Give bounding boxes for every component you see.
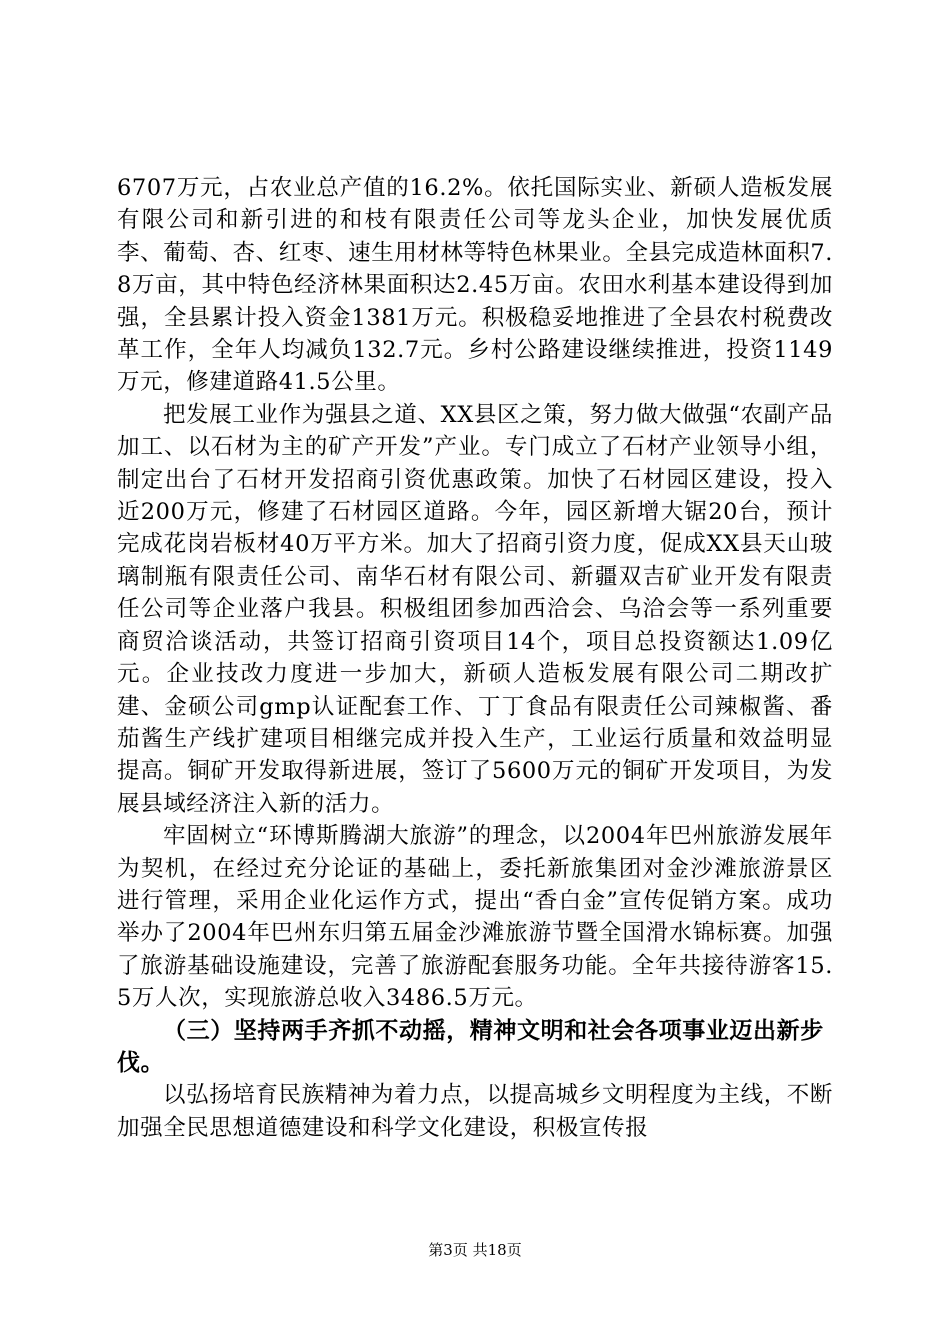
document-body: [117, 172, 833, 1144]
paragraph-tourism: 牢固树立“环博斯腾湖大旅游”的理念，以2004年巴州旅游发展年为契机，在经过充分论证的基础上，委托新旅集团对金沙滩旅游景区进行管理，采用企业化运作方式，提出“香白金”宣传促销方案。成功举办了2004年巴州东归第五届金沙滩旅游节暨全国滑水锦标赛。加强了旅游基础设施建设，完善了旅游配套服务功能。全年共接待游客15.5万人次，实现旅游总收入3486.5万元。: [117, 823, 833, 1012]
paragraph-agriculture: 6707万元，占农业总产值的16.2%。依托国际实业、新硕人造板发展有限公司和新引进的和枝有限责任公司等龙头企业，加快发展优质李、葡萄、杏、红枣、速生用材林等特色林果业。全县完成造林面积7.8万亩，其中特色经济林果面积达2.45万亩。农田水利基本建设得到加强，全县累计投入资金1381万元。积极稳妥地推进了全县农村税费改革工作，全年人均减负132.7元。乡村公路建设继续推进，投资1149万元，修建道路41.5公里。: [117, 175, 833, 396]
paragraph-civilization: 以弘扬培育民族精神为着力点，以提高城乡文明程度为主线，不断加强全民思想道德建设和科学文化建设，积极宣传报: [117, 1082, 833, 1141]
section-heading: （三）坚持两手齐抓不动摇，精神文明和社会各项事业迈出新步伐。: [117, 1017, 824, 1076]
paragraph-industry: 把发展工业作为强县之道、XX县区之策，努力做大做强“农副产品加工、以石材为主的矿产开发”产业。专门成立了石材产业领导小组，制定出台了石材开发招商引资优惠政策。加快了石材园区建设，投入近200万元，修建了石材园区道路。今年，园区新增大锯20台，预计完成花岗岩板材40万平方米。加大了招商引资力度，促成XX县天山玻璃制瓶有限责任公司、南华石材有限公司、新疆双吉矿业开发有限责任公司等企业落户我县。积极组团参加西洽会、乌洽会等一系列重要商贸洽谈活动，共签订招商引资项目14个，项目总投资额达1.09亿元。企业技改力度进一步加大，新硕人造板发展有限公司二期改扩建、金硕公司gmp认证配套工作、丁丁食品有限责任公司辣椒酱、番茄酱生产线扩建项目相继完成并投入生产，工业运行质量和效益明显提高。铜矿开发取得新进展，签订了5600万元的铜矿开发项目，为发展县域经济注入新的活力。: [117, 401, 833, 817]
page-footer: 第3页 共18页: [428, 1241, 522, 1259]
